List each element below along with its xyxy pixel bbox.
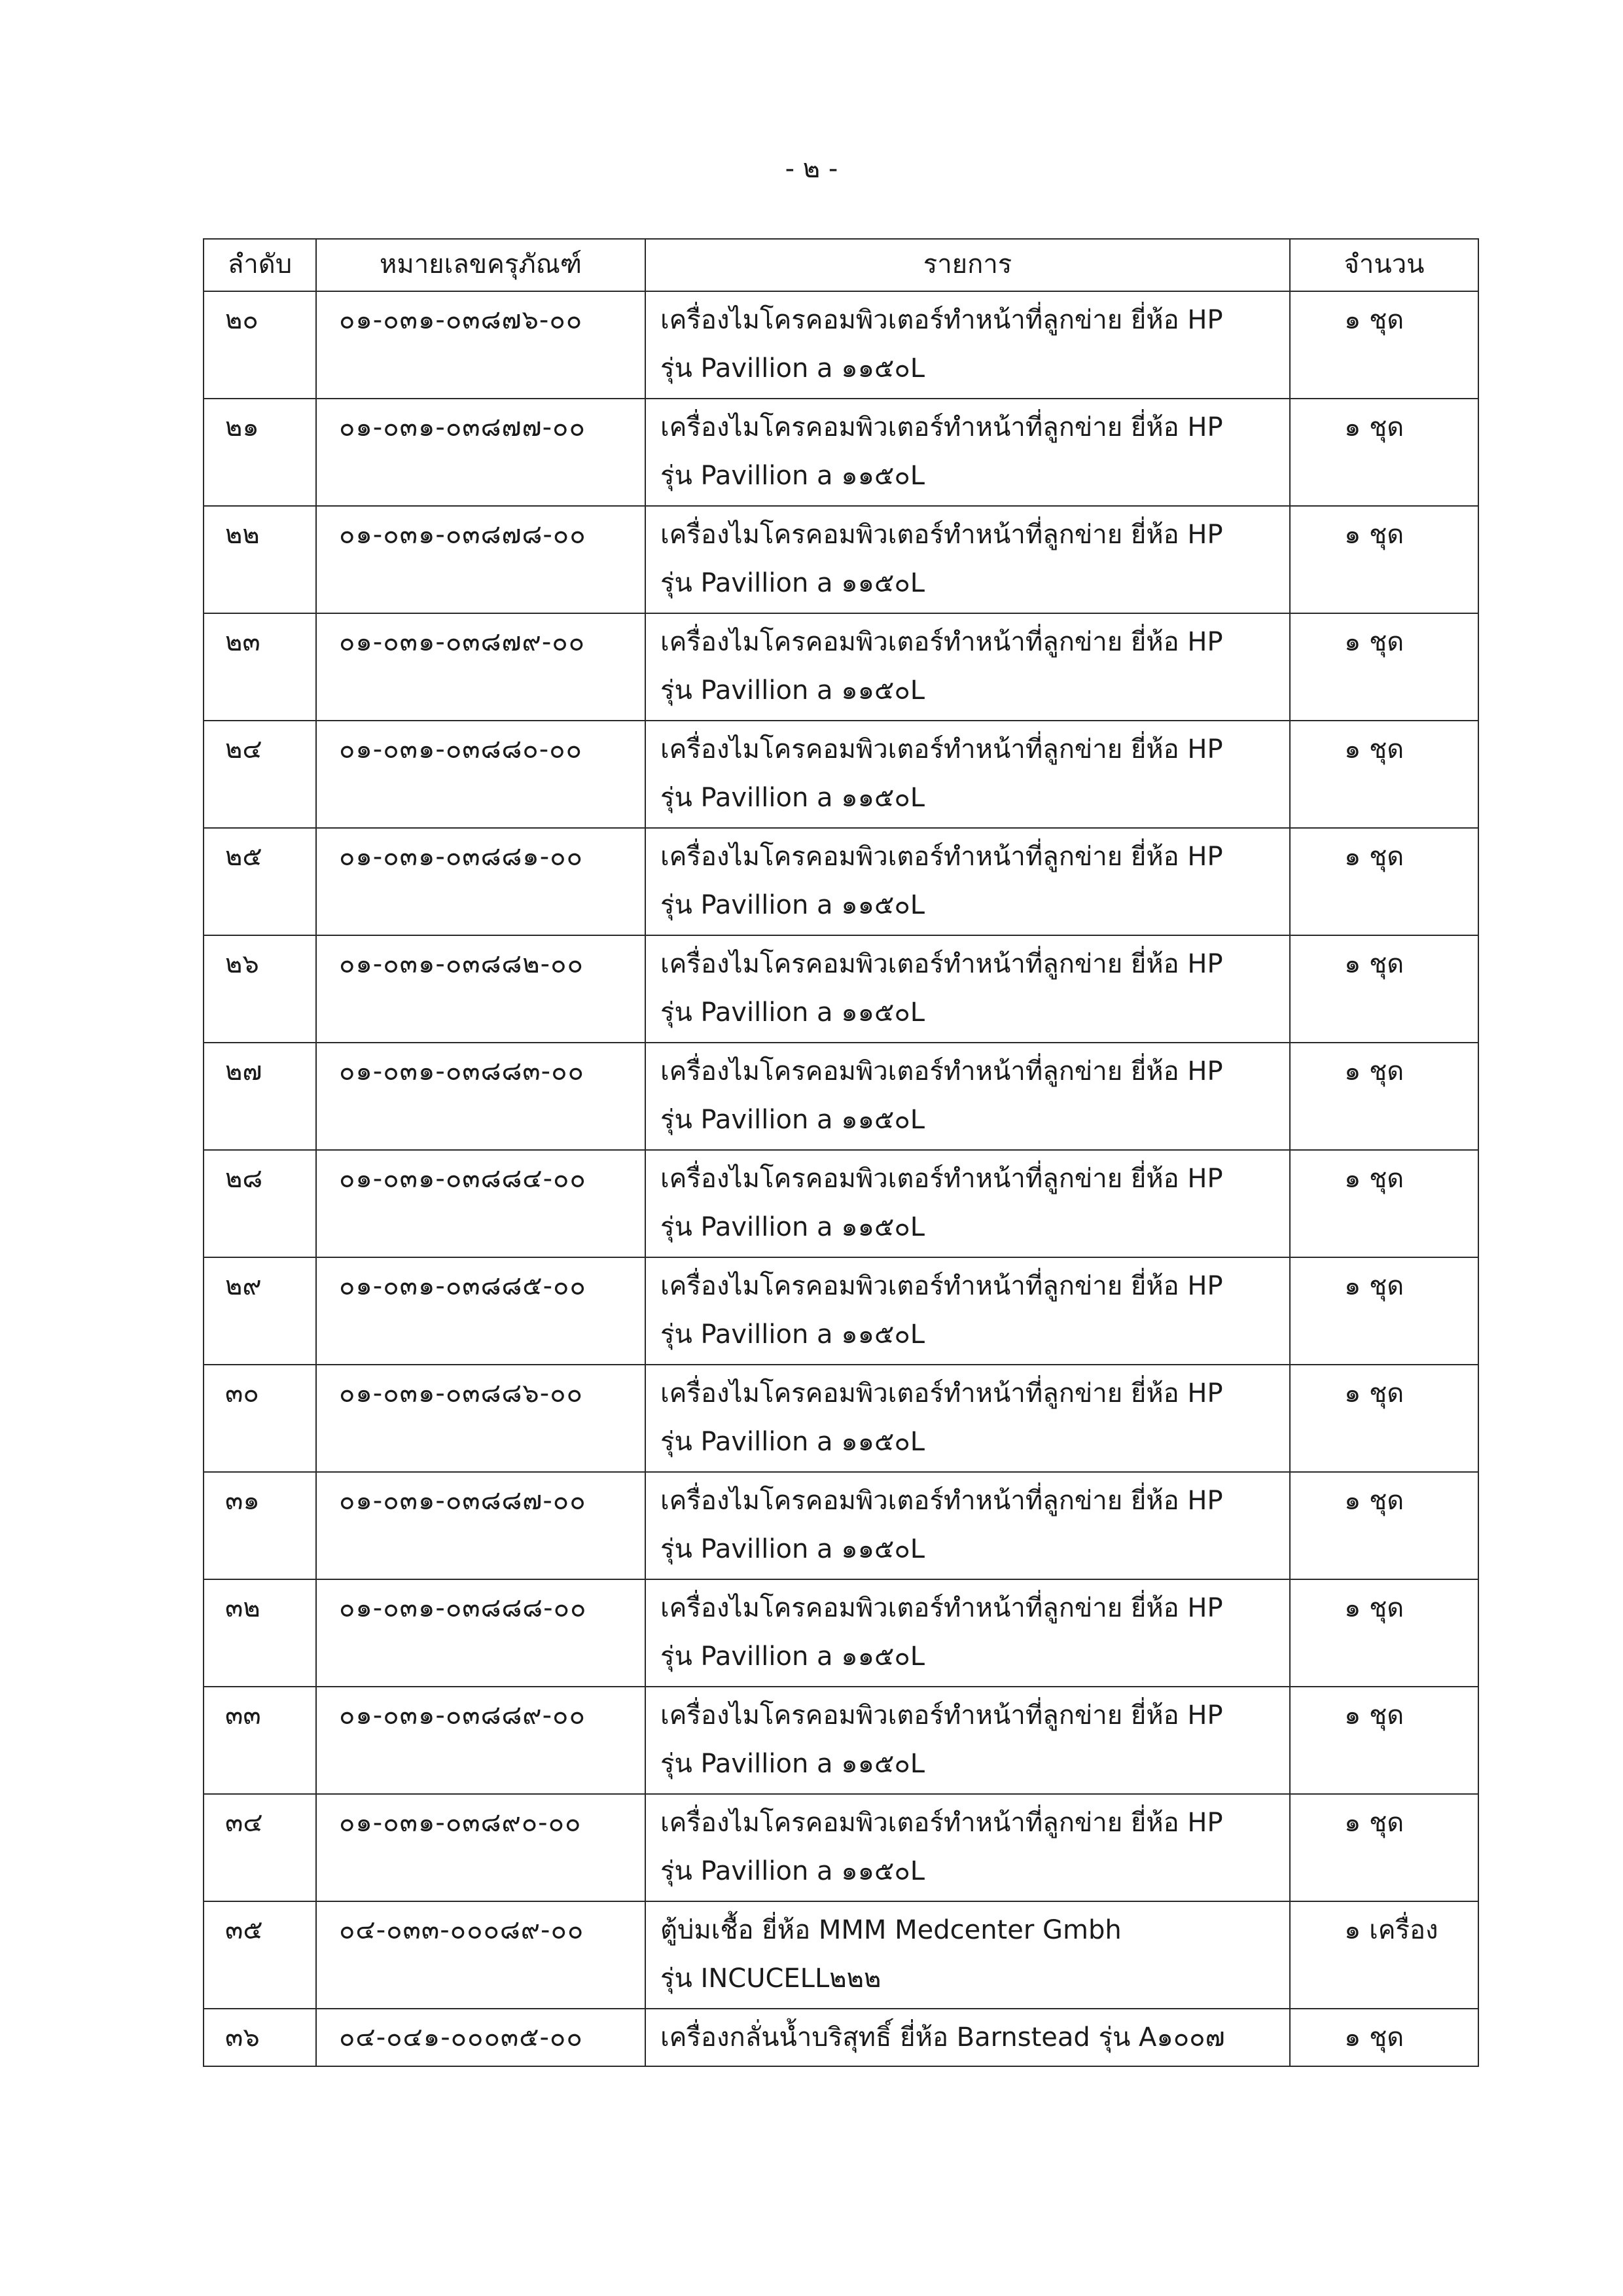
header-qty: จำนวน <box>1290 239 1478 291</box>
table-row <box>204 1365 1478 1472</box>
row-description <box>645 2009 1290 2066</box>
table-row <box>204 1579 1478 1687</box>
row-description-line1: เครื่องไมโครคอมพิวเตอร์ทำหน้าที่ลูกข่าย ยี่ห้อ HP <box>660 734 1223 764</box>
row-quantity: ๑ ชุด <box>1290 1794 1478 1901</box>
row-description-line2: รุ่น Pavillion a ๑๑๕๐L <box>660 1212 925 1242</box>
table-row <box>204 935 1478 1043</box>
row-description-line1: เครื่องไมโครคอมพิวเตอร์ทำหน้าที่ลูกข่าย ยี่ห้อ HP <box>660 1593 1223 1623</box>
row-quantity: ๑ ชุด <box>1290 1365 1478 1472</box>
row-description-line1: เครื่องไมโครคอมพิวเตอร์ทำหน้าที่ลูกข่าย ยี่ห้อ HP <box>660 627 1223 657</box>
row-asset-code: ๐๑-๐๓๑-๐๓๘๙๐-๐๐ <box>316 1794 645 1901</box>
row-seq: ๓๕ <box>204 1901 316 2009</box>
row-asset-code: ๐๑-๐๓๑-๐๓๘๗๗-๐๐ <box>316 399 645 506</box>
header-seq: ลำดับ <box>204 239 316 291</box>
row-seq: ๒๗ <box>204 1043 316 1150</box>
row-asset-code: ๐๑-๐๓๑-๐๓๘๗๖-๐๐ <box>316 291 645 399</box>
row-seq: ๓๐ <box>204 1365 316 1472</box>
table-row <box>204 506 1478 613</box>
row-description <box>645 613 1290 721</box>
row-quantity: ๑ ชุด <box>1290 1257 1478 1365</box>
row-description <box>645 1687 1290 1794</box>
row-description-line2: รุ่น Pavillion a ๑๑๕๐L <box>660 1749 925 1779</box>
row-description-line2: รุ่น Pavillion a ๑๑๕๐L <box>660 568 925 598</box>
row-asset-code: ๐๑-๐๓๑-๐๓๘๘๔-๐๐ <box>316 1150 645 1257</box>
table-row <box>204 1150 1478 1257</box>
row-description-line1: เครื่องไมโครคอมพิวเตอร์ทำหน้าที่ลูกข่าย ยี่ห้อ HP <box>660 412 1223 442</box>
row-quantity: ๑ ชุด <box>1290 1472 1478 1579</box>
row-description-line2: รุ่น Pavillion a ๑๑๕๐L <box>660 890 925 920</box>
header-code: หมายเลขครุภัณฑ์ <box>316 239 645 291</box>
row-description-line2: รุ่น Pavillion a ๑๑๕๐L <box>660 461 925 491</box>
table-row <box>204 291 1478 399</box>
row-description <box>645 1150 1290 1257</box>
row-description <box>645 721 1290 828</box>
row-description-line2: รุ่น Pavillion a ๑๑๕๐L <box>660 997 925 1028</box>
row-asset-code: ๐๔-๐๔๑-๐๐๐๓๕-๐๐ <box>316 2009 645 2066</box>
table-header-row <box>204 239 1478 291</box>
row-seq: ๒๔ <box>204 721 316 828</box>
row-description-line2: รุ่น Pavillion a ๑๑๕๐L <box>660 675 925 706</box>
row-description-line1: เครื่องไมโครคอมพิวเตอร์ทำหน้าที่ลูกข่าย ยี่ห้อ HP <box>660 1164 1223 1194</box>
row-description <box>645 1257 1290 1365</box>
table-row <box>204 828 1478 935</box>
row-asset-code: ๐๑-๐๓๑-๐๓๘๗๙-๐๐ <box>316 613 645 721</box>
row-seq: ๓๑ <box>204 1472 316 1579</box>
row-seq: ๒๕ <box>204 828 316 935</box>
table-row <box>204 721 1478 828</box>
row-description <box>645 1365 1290 1472</box>
row-quantity: ๑ เครื่อง <box>1290 1901 1478 2009</box>
row-quantity: ๑ ชุด <box>1290 721 1478 828</box>
row-description-line1: เครื่องกลั่นน้ำบริสุทธิ์ ยี่ห้อ Barnstead รุ่น A๑๐๐๗ <box>660 2022 1225 2053</box>
table-row <box>204 1043 1478 1150</box>
row-seq: ๒๐ <box>204 291 316 399</box>
table-row <box>204 1794 1478 1901</box>
inventory-table <box>203 238 1479 2067</box>
row-asset-code: ๐๔-๐๓๓-๐๐๐๘๙-๐๐ <box>316 1901 645 2009</box>
row-description-line1: เครื่องไมโครคอมพิวเตอร์ทำหน้าที่ลูกข่าย ยี่ห้อ HP <box>660 305 1223 335</box>
row-asset-code: ๐๑-๐๓๑-๐๓๘๘๗-๐๐ <box>316 1472 645 1579</box>
table-row <box>204 399 1478 506</box>
row-seq: ๒๘ <box>204 1150 316 1257</box>
row-seq: ๓๓ <box>204 1687 316 1794</box>
row-seq: ๒๑ <box>204 399 316 506</box>
row-asset-code: ๐๑-๐๓๑-๐๓๘๗๘-๐๐ <box>316 506 645 613</box>
row-description-line1: เครื่องไมโครคอมพิวเตอร์ทำหน้าที่ลูกข่าย ยี่ห้อ HP <box>660 1271 1223 1301</box>
row-description-line2: รุ่น Pavillion a ๑๑๕๐L <box>660 1641 925 1672</box>
row-description-line2: รุ่น Pavillion a ๑๑๕๐L <box>660 1105 925 1135</box>
table-row <box>204 1472 1478 1579</box>
header-desc: รายการ <box>645 239 1290 291</box>
row-seq: ๒๙ <box>204 1257 316 1365</box>
row-asset-code: ๐๑-๐๓๑-๐๓๘๘๕-๐๐ <box>316 1257 645 1365</box>
row-description-line2: รุ่น Pavillion a ๑๑๕๐L <box>660 1427 925 1457</box>
row-asset-code: ๐๑-๐๓๑-๐๓๘๘๐-๐๐ <box>316 721 645 828</box>
row-seq: ๓๖ <box>204 2009 316 2066</box>
row-asset-code: ๐๑-๐๓๑-๐๓๘๘๑-๐๐ <box>316 828 645 935</box>
table-row <box>204 2009 1478 2066</box>
row-quantity: ๑ ชุด <box>1290 935 1478 1043</box>
row-description <box>645 291 1290 399</box>
row-quantity: ๑ ชุด <box>1290 1150 1478 1257</box>
row-description <box>645 1901 1290 2009</box>
row-description-line2: รุ่น Pavillion a ๑๑๕๐L <box>660 1319 925 1350</box>
row-description-line2: รุ่น INCUCELL๒๒๒ <box>660 1964 882 1994</box>
table-row <box>204 1687 1478 1794</box>
row-seq: ๓๔ <box>204 1794 316 1901</box>
row-description-line1: ตู้บ่มเชื้อ ยี่ห้อ MMM Medcenter Gmbh <box>660 1915 1122 1945</box>
row-quantity: ๑ ชุด <box>1290 828 1478 935</box>
row-quantity: ๑ ชุด <box>1290 1579 1478 1687</box>
table-row <box>204 1901 1478 2009</box>
row-description-line1: เครื่องไมโครคอมพิวเตอร์ทำหน้าที่ลูกข่าย ยี่ห้อ HP <box>660 949 1223 979</box>
page-number: - ๒ - <box>785 154 838 184</box>
row-description-line1: เครื่องไมโครคอมพิวเตอร์ทำหน้าที่ลูกข่าย ยี่ห้อ HP <box>660 1056 1223 1086</box>
row-description <box>645 1472 1290 1579</box>
row-description-line1: เครื่องไมโครคอมพิวเตอร์ทำหน้าที่ลูกข่าย ยี่ห้อ HP <box>660 520 1223 550</box>
row-description-line1: เครื่องไมโครคอมพิวเตอร์ทำหน้าที่ลูกข่าย ยี่ห้อ HP <box>660 1486 1223 1516</box>
row-description-line1: เครื่องไมโครคอมพิวเตอร์ทำหน้าที่ลูกข่าย ยี่ห้อ HP <box>660 1700 1223 1731</box>
row-quantity: ๑ ชุด <box>1290 1687 1478 1794</box>
row-quantity: ๑ ชุด <box>1290 291 1478 399</box>
row-description <box>645 935 1290 1043</box>
row-quantity: ๑ ชุด <box>1290 1043 1478 1150</box>
table-row <box>204 613 1478 721</box>
table-row <box>204 1257 1478 1365</box>
row-quantity: ๑ ชุด <box>1290 2009 1478 2066</box>
row-description <box>645 1579 1290 1687</box>
row-seq: ๒๖ <box>204 935 316 1043</box>
row-asset-code: ๐๑-๐๓๑-๐๓๘๘๖-๐๐ <box>316 1365 645 1472</box>
row-seq: ๓๒ <box>204 1579 316 1687</box>
row-seq: ๒๓ <box>204 613 316 721</box>
table-body <box>204 291 1478 2066</box>
row-quantity: ๑ ชุด <box>1290 399 1478 506</box>
row-description <box>645 506 1290 613</box>
row-asset-code: ๐๑-๐๓๑-๐๓๘๘๙-๐๐ <box>316 1687 645 1794</box>
row-description-line2: รุ่น Pavillion a ๑๑๕๐L <box>660 353 925 384</box>
row-seq: ๒๒ <box>204 506 316 613</box>
row-description <box>645 1043 1290 1150</box>
row-description-line2: รุ่น Pavillion a ๑๑๕๐L <box>660 1856 925 1886</box>
row-description <box>645 1794 1290 1901</box>
row-description-line1: เครื่องไมโครคอมพิวเตอร์ทำหน้าที่ลูกข่าย ยี่ห้อ HP <box>660 1378 1223 1408</box>
row-quantity: ๑ ชุด <box>1290 613 1478 721</box>
row-description <box>645 828 1290 935</box>
row-quantity: ๑ ชุด <box>1290 506 1478 613</box>
row-description-line2: รุ่น Pavillion a ๑๑๕๐L <box>660 1534 925 1564</box>
row-asset-code: ๐๑-๐๓๑-๐๓๘๘๒-๐๐ <box>316 935 645 1043</box>
row-description-line1: เครื่องไมโครคอมพิวเตอร์ทำหน้าที่ลูกข่าย ยี่ห้อ HP <box>660 842 1223 872</box>
row-asset-code: ๐๑-๐๓๑-๐๓๘๘๘-๐๐ <box>316 1579 645 1687</box>
row-description-line1: เครื่องไมโครคอมพิวเตอร์ทำหน้าที่ลูกข่าย ยี่ห้อ HP <box>660 1808 1223 1838</box>
row-asset-code: ๐๑-๐๓๑-๐๓๘๘๓-๐๐ <box>316 1043 645 1150</box>
row-description-line2: รุ่น Pavillion a ๑๑๕๐L <box>660 783 925 813</box>
row-description <box>645 399 1290 506</box>
